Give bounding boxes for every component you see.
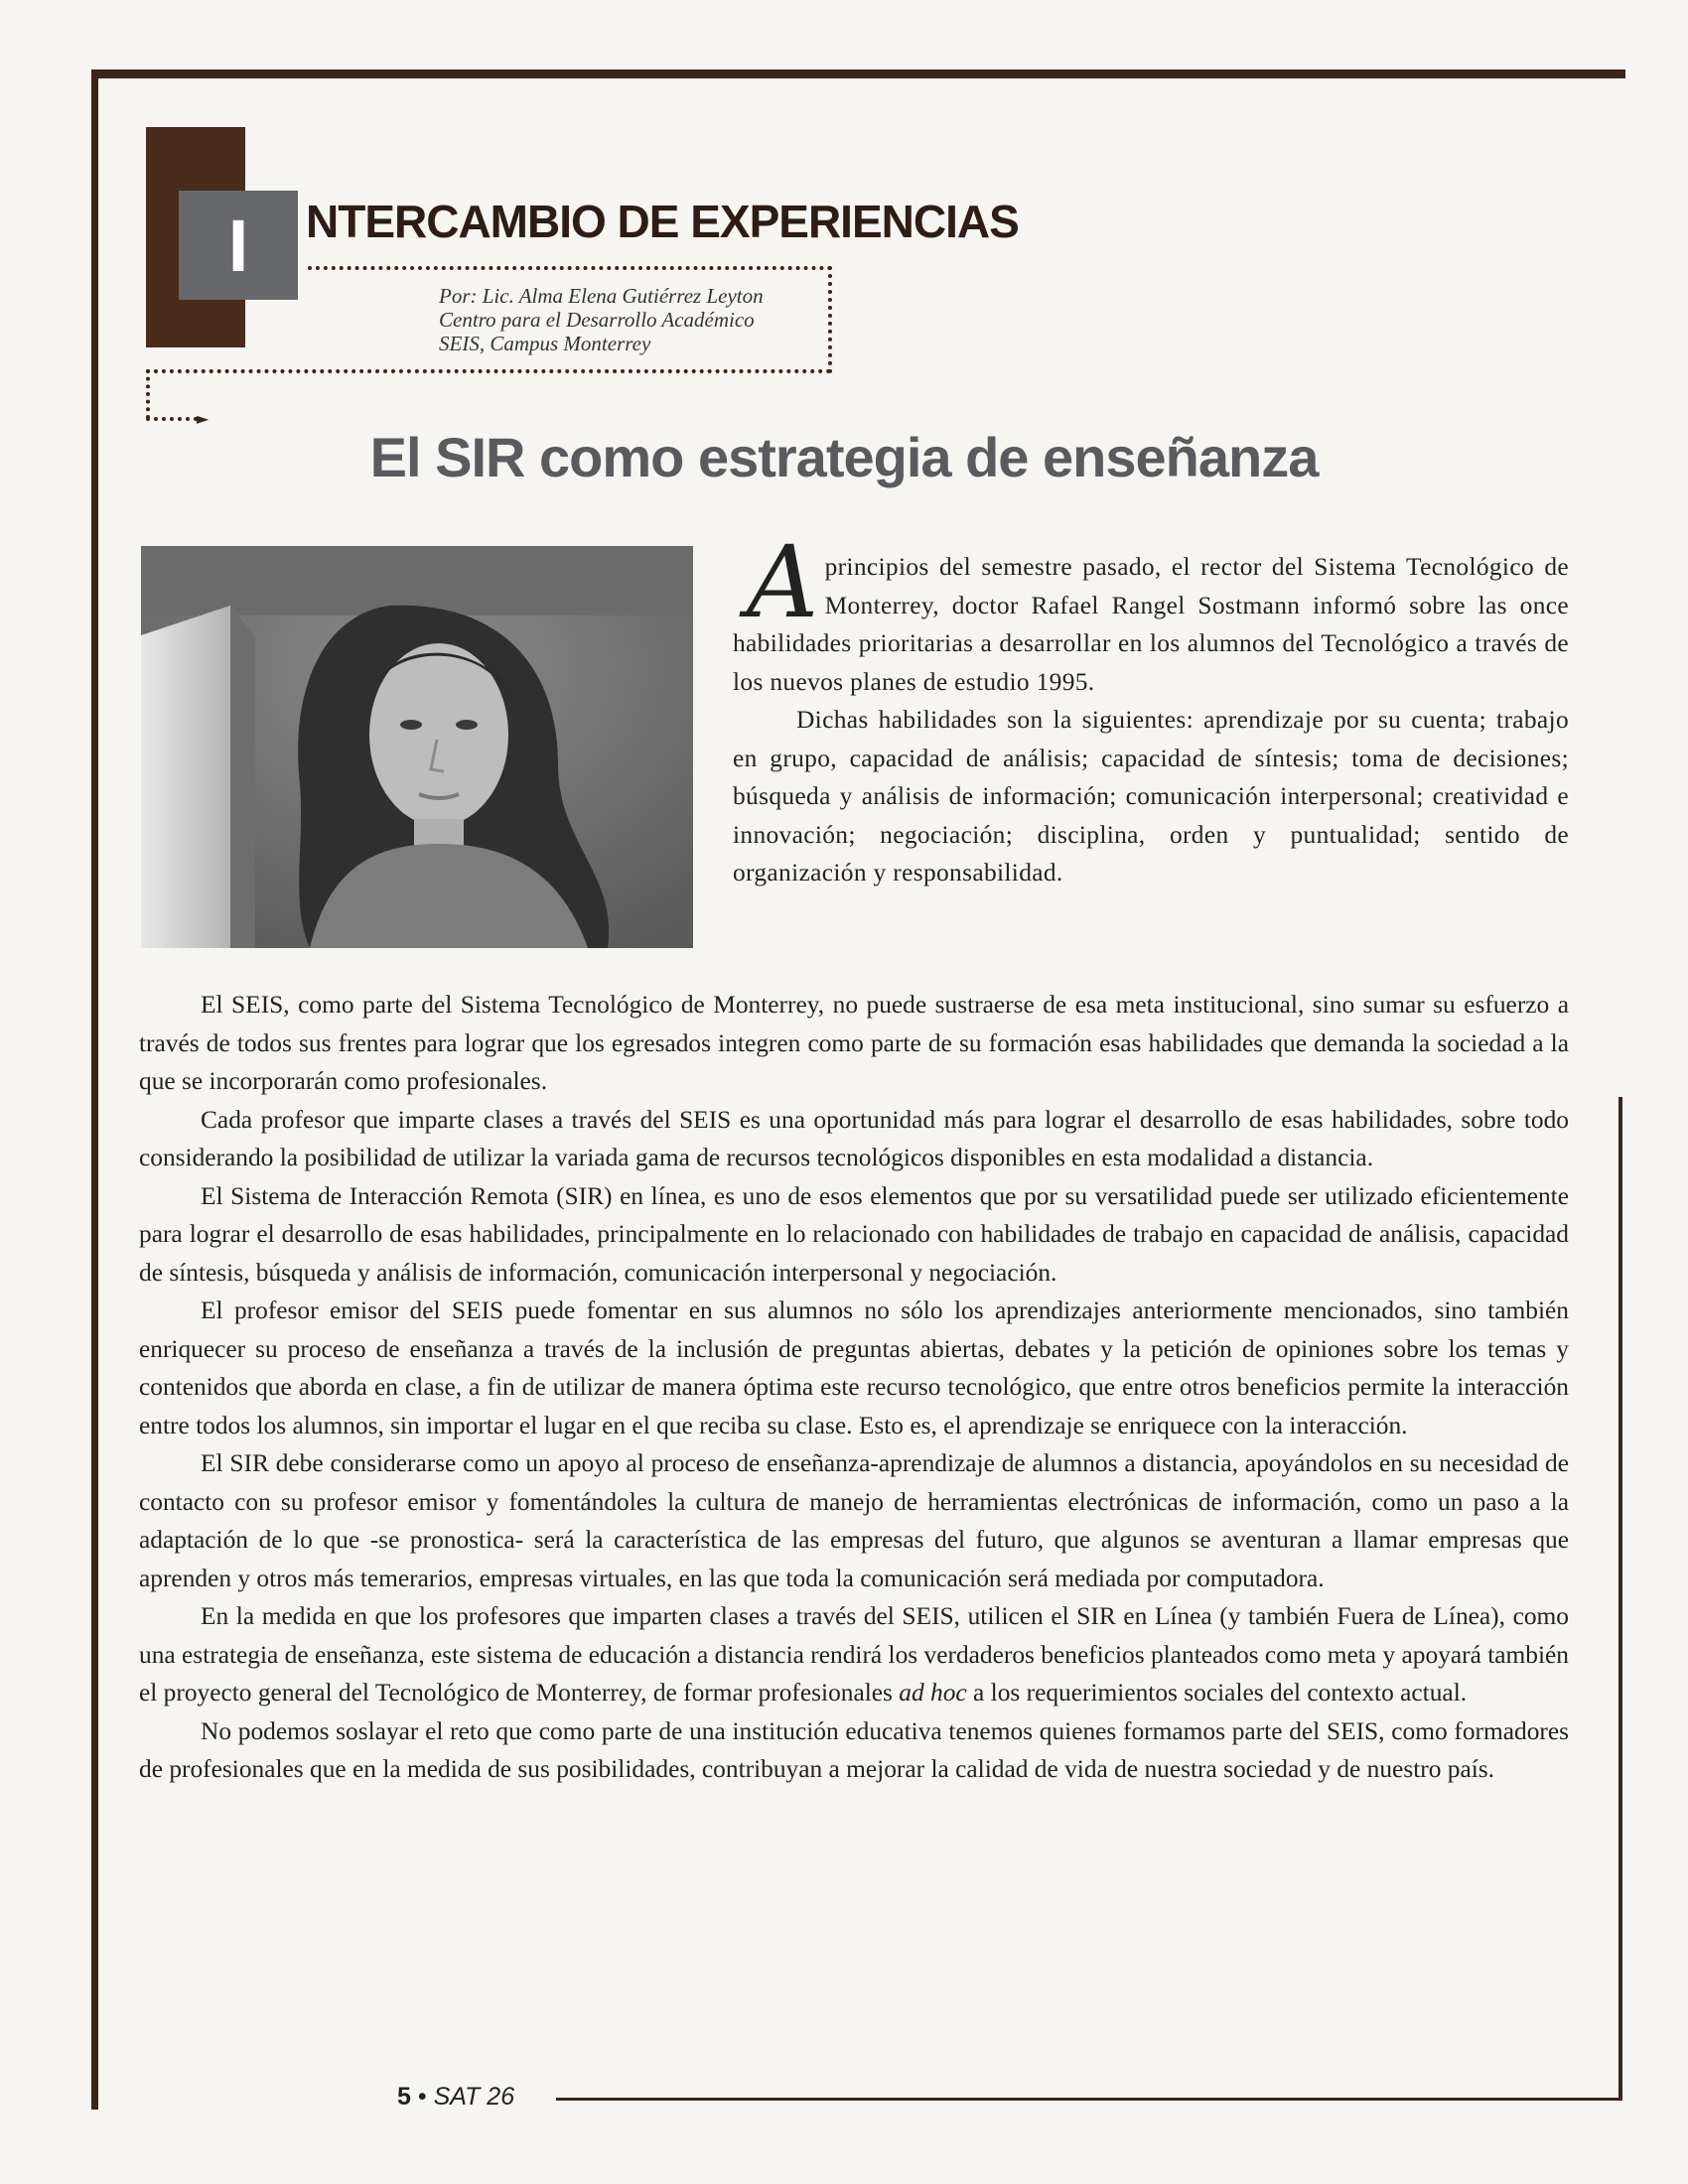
- paragraph: Cada profesor que imparte clases a través del SEIS es una oportunidad más para lograr el desarrollo de esas habilidades, sobre todo considerando la posibilidad de utilizar la variada gama de recursos tecnológicos disponibles en esta modalidad a distancia.: [139, 1105, 1569, 1171]
- article-body: [139, 986, 1569, 1789]
- intro-column: [733, 524, 1569, 892]
- right-border-rule: [1618, 1097, 1622, 2100]
- byline-department: Centro para el Desarrollo Académico: [439, 308, 755, 332]
- paragraph: El profesor emisor del SEIS puede fomentar en sus alumnos no sólo los aprendizajes anteriormente mencionados, sino también enriquecer su proceso de enseñanza a través de la inclusión de preguntas abiertas, debates y la petición de opiniones sobre los temas y contenidos que aborda en clase, a fin de utilizar de manera óptima este recurso tecnológico, que entre otros beneficios permite la interacción entre todos los alumnos, sin importar el lugar en el que reciba su clase. Esto es, el aprendizaje se enriquece con la interacción.: [139, 1297, 1569, 1439]
- dotted-divider: [308, 266, 832, 270]
- dotted-divider: [146, 417, 198, 421]
- byline-author: Por: Lic. Alma Elena Gutiérrez Leyton: [439, 284, 764, 308]
- paragraph-text: a los requerimientos sociales del contexto actual.: [966, 1679, 1468, 1706]
- photo-woman-at-computer-icon: [141, 546, 693, 948]
- top-border-rule: [91, 69, 1625, 78]
- paragraph: No podemos soslayar el reto que como parte de una institución educativa tenemos quienes formamos parte del SEIS, como formadores de profesionales que en la medida de sus posibilidades, contribuyan a mejorar la calidad de vida de nuestra sociedad y de nuestro país.: [139, 1716, 1569, 1783]
- italic-term: ad hoc: [899, 1679, 967, 1706]
- paragraph-text: En la medida en que los profesores que imparten clases a través del SEIS, utilicen el SIR en Línea (y también Fuera de Línea), como una estrategia de enseñanza, este sistema de educación a distancia rendirá los verdaderos beneficios planteados como meta y apoyará también el proyecto general del Tecnológico de Monterrey, de formar profesionales: [139, 1602, 1569, 1706]
- section-title: NTERCAMBIO DE EXPERIENCIAS: [306, 196, 1019, 247]
- dotted-divider: [146, 369, 150, 419]
- footer-rule: [556, 2098, 1622, 2101]
- arrow-right-icon: ►: [197, 409, 210, 428]
- dotted-divider: [828, 266, 832, 373]
- left-border-rule: [91, 69, 98, 2110]
- footer-bullet: •: [417, 2083, 427, 2111]
- paragraph: Dichas habilidades son la siguientes: aprendizaje por su cuenta; trabajo en grupo, capacidad de análisis; capacidad de síntesis; toma de decisiones; búsqueda y análisis de información; comunicación interpersonal; creatividad e innovación; negociación; disciplina, orden y puntualidad; sentido de organización y responsabilidad.: [733, 706, 1569, 887]
- magazine-issue: SAT 26: [433, 2083, 515, 2111]
- dotted-divider: [146, 369, 831, 373]
- paragraph-text: principios del semestre pasado, el rector del Sistema Tecnológico de Monterrey, doctor Rafael Rangel Sostmann informó sobre las once habilidades prioritarias a desarrollar en los alumnos del Tecnológico a través de los nuevos planes de estudio 1995.: [733, 553, 1569, 696]
- article-photo: [141, 546, 693, 948]
- author-byline: [439, 284, 764, 355]
- paragraph: El Sistema de Interacción Remota (SIR) en línea, es uno de esos elementos que por su versatilidad puede ser utilizado eficientemente para lograr el desarrollo de esas habilidades, principalmente en lo relacionado con habilidades de trabajo en capacidad de análisis, capacidad de síntesis, búsqueda y análisis de información, comunicación interpersonal y negociación.: [139, 1181, 1569, 1287]
- page-number: 5: [397, 2083, 411, 2111]
- paragraph: El SIR debe considerarse como un apoyo al proceso de enseñanza-aprendizaje de alumnos a distancia, apoyándolos en su necesidad de contacto con su profesor emisor y fomentándoles la cultura de manejo de herramientas electrónicas de información, como un paso a la adaptación de lo que -se pronostica- será la característica de las empresas del futuro, que algunos se aventuran a llamar empresas que aprenden y otros más temerarios, empresas virtuales, en las que toda la comunicación será mediada por computadora.: [139, 1449, 1569, 1592]
- section-initial: I: [179, 191, 298, 300]
- page-footer: [397, 2083, 514, 2112]
- paragraph: El SEIS, como parte del Sistema Tecnológico de Monterrey, no puede sustraerse de esa meta institucional, sino sumar su esfuerzo a través de todos sus frentes para lograr que los egresados integren como parte de su formación esas habilidades que demanda la sociedad a la que se incorporarán como profesionales.: [139, 991, 1569, 1095]
- byline-campus: SEIS, Campus Monterrey: [439, 332, 651, 355]
- drop-cap: A: [747, 524, 819, 640]
- article-headline: El SIR como estrategia de enseñanza: [369, 426, 1319, 488]
- paragraph: [733, 524, 1569, 701]
- paragraph: [139, 1597, 1569, 1712]
